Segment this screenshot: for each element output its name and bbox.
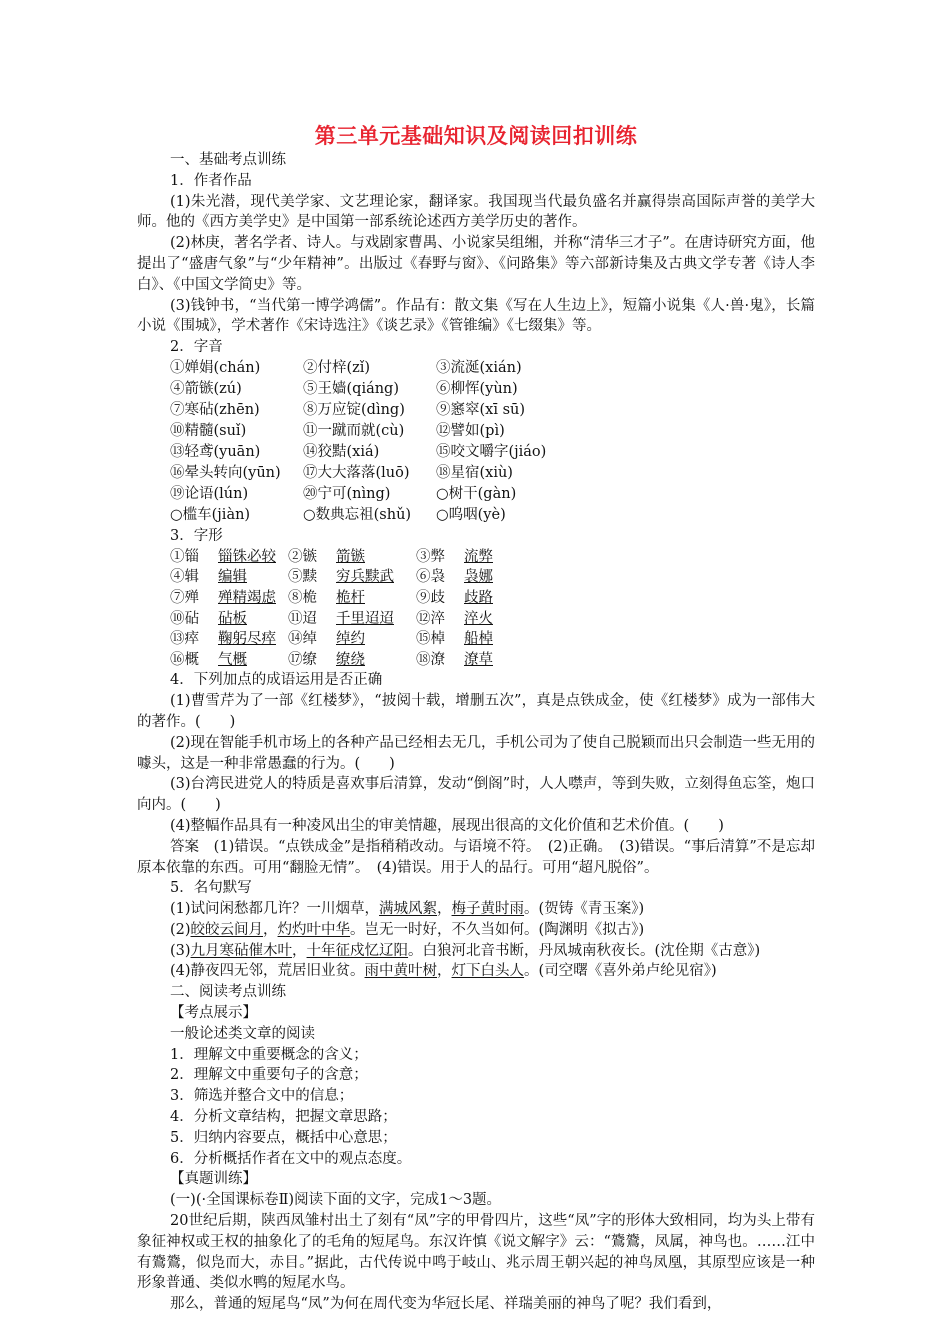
recitation-answer: 灼灼叶中华: [277, 921, 351, 938]
glyph-char: ⑮棹: [416, 631, 445, 648]
author-lin-geng: (2)林庚，著名学者、诗人。与戏剧家曹禺、小说家吴组缃，并称“清华三才子”。在唐诗研究方面，他提出了“盛唐气象”与“少年精神”。出版过《春野与窗》、《问路集》等六部新诗集及古典文学专著《诗人李白》、《中国文学简史》等。: [137, 235, 815, 293]
pron-item: ⑱星宿(xiù): [436, 464, 513, 481]
reading-paragraph-2: 那么，普通的短尾鸟“凤”为何在周代变为华冠长尾、祥瑞美丽的神鸟了呢？我们看到，: [170, 1296, 722, 1313]
glyph-word: 淬火: [464, 610, 493, 627]
recitation-4: [137, 961, 815, 982]
recitation-1: [137, 899, 815, 920]
idiom-question-3: (3)台湾民进党人的特质是喜欢事后清算，发动“倒阁”时，人人噤声，等到失败，立刻得鱼忘筌，炮口向内。( ): [137, 776, 815, 814]
glyph-word: 千里迢迢: [336, 610, 394, 627]
glyph-word: 殚精竭虑: [218, 589, 276, 606]
glyph-word: 船棹: [464, 631, 493, 648]
point-item: 2．理解文中重要句子的含意；: [170, 1067, 368, 1084]
pron-item: ⑬轻鸢(yuān): [170, 443, 261, 460]
glyph-word: 气概: [218, 651, 247, 668]
recitation-text: ，: [292, 942, 307, 959]
glyph-char: ③弊: [416, 548, 445, 565]
practice-intro: (一)(·全国课标卷Ⅱ)阅读下面的文字，完成1～3题。: [170, 1192, 502, 1209]
recitation-answer: 满城风絮: [379, 901, 438, 918]
pron-item: ⑯晕头转向(yūn): [170, 464, 281, 481]
point-item: 3．筛选并整合文中的信息；: [170, 1088, 354, 1105]
glyph-char: ⑥袅: [416, 569, 445, 586]
idiom-question-2: (2)现在智能手机市场上的各种产品已经相去无几，手机公司为了使自己脱颖而出只会制造一些无用的噱头，这是一种非常愚蠢的行为。( ): [137, 734, 815, 772]
glyph-char: ⑱潦: [416, 651, 445, 668]
subheading-practice: 【真题训练】: [170, 1171, 257, 1188]
point-item: 1．理解文中重要概念的含义；: [170, 1046, 368, 1063]
recitation-text: 。(贺铸《青玉案》): [524, 901, 645, 918]
recitation-answer: 九月寒砧催木叶: [190, 942, 293, 959]
pron-item: ⑫譬如(pì): [436, 422, 505, 439]
recitation-text: 。(司空曙《喜外弟卢纶见宿》): [524, 963, 717, 980]
subheading-recitation: 5．名句默写: [170, 880, 252, 897]
pronunciation-list: [137, 358, 815, 526]
glyph-word: 编辑: [218, 569, 247, 586]
recitation-2: [137, 920, 815, 941]
glyph-word: 流弊: [464, 548, 493, 565]
glyph-word: 箭镞: [336, 548, 365, 565]
recitation-text: 。白狼河北音书断，丹凤城南秋夜长。(沈佺期《古意》): [408, 942, 761, 959]
pron-item: ⑮咬文嚼字(jiáo): [436, 443, 547, 460]
glyph-char: ⑫淬: [416, 610, 445, 627]
recitation-text: (3): [170, 942, 191, 959]
point-item: 5．归纳内容要点，概括中心意思；: [170, 1129, 397, 1146]
point-item: 6．分析概括作者在文中的观点态度。: [170, 1150, 412, 1167]
glyph-char: ⑤黩: [288, 569, 317, 586]
section-heading-basics: 一、基础考点训练: [170, 152, 286, 168]
recitation-text: (4)静夜四无邻，荒居旧业贫。: [170, 963, 365, 980]
glyph-char: ⑩砧: [170, 610, 199, 627]
recitation-text: ，: [263, 921, 278, 938]
point-item: 4．分析文章结构，把握文章思路；: [170, 1109, 397, 1126]
subheading-pronunciation: 2．字音: [170, 339, 223, 356]
glyph-list: [137, 547, 815, 671]
recitation-text: ，: [437, 901, 452, 918]
glyph-char: ⑧桅: [288, 589, 317, 606]
reading-paragraph-1: 20世纪后期，陕西凤雏村出土了刻有“凤”字的甲骨四片，这些“凤”字的形体大致相同，均为头上带有象征神权或王权的抽象化了的毛角的短尾鸟。东汉许慎《说文解字》云：“鷟鷟，凤属，神鸟也。……江中有鷟鷟，似凫而大，赤目。”据此，古代传说中鸣于岐山、兆示周王朝兴起的神鸟凤凰，其原型应该是一种形象普通、类似水鸭的短尾水鸟。: [137, 1213, 815, 1292]
pron-item: ⑧万应锭(dìng): [303, 401, 405, 418]
idiom-question-1: (1)曹雪芹为了一部《红楼梦》，“披阅十载，增删五次”，真是点铁成金，使《红楼梦》成为一部伟大的著作。( ): [137, 693, 815, 730]
pron-item: ⑭狡黠(xiá): [303, 443, 380, 460]
recitation-text: ，: [437, 963, 452, 980]
recitation-answer: 梅子黄时雨: [451, 901, 525, 918]
pron-item: ○数典忘祖(shǔ): [303, 506, 412, 523]
glyph-char: ⑰缭: [288, 651, 317, 668]
idiom-answer: 答案 (1)错误。“点铁成金”是指稍稍改动。与语境不符。 (2)正确。 (3)错误。“事后清算”不是忘却原本依靠的东西。可用“翻脸无情”。 (4)错误。用于人的品行。可用“超凡脱俗”。: [137, 838, 815, 876]
recitation-text: (2): [170, 921, 191, 938]
glyph-char: ⑪迢: [288, 610, 317, 627]
glyph-word: 潦草: [464, 651, 493, 668]
glyph-word: 歧路: [464, 589, 493, 606]
pron-item: ⑲论语(lún): [170, 485, 249, 502]
glyph-char: ⑨歧: [416, 589, 445, 606]
glyph-char: ⑬瘁: [170, 631, 199, 648]
author-qian-zhongshu: (3)钱钟书，“当代第一博学鸿儒”。作品有：散文集《写在人生边上》，短篇小说集《人·兽·鬼》，长篇小说《围城》，学术著作《宋诗选注》《谈艺录》《管锥编》《七缀集》等。: [137, 297, 815, 335]
idiom-question-4: (4)整幅作品具有一种凌风出尘的审美情趣，展现出很高的文化价值和艺术价值。( ): [170, 817, 724, 834]
glyph-word: 鞠躬尽瘁: [218, 631, 276, 648]
pron-item: ⑦寒砧(zhēn): [170, 401, 260, 418]
glyph-word: 袅娜: [464, 569, 493, 586]
document-page: [137, 122, 815, 1315]
glyph-word: 穷兵黩武: [336, 569, 394, 586]
recitation-answer: 皎皎云间月: [190, 921, 264, 938]
pron-item: ○槛车(jiàn): [170, 506, 251, 523]
glyph-word: 桅杆: [336, 589, 365, 606]
section-heading-reading: 二、阅读考点训练: [170, 984, 286, 1001]
pron-item: ①婵娟(chán): [170, 359, 261, 376]
recitation-answer: 雨中黄叶树: [364, 963, 438, 980]
pron-item: ⑰大大落落(luō): [303, 464, 410, 481]
glyph-word: 缭绕: [336, 651, 365, 668]
glyph-char: ⑭绰: [288, 631, 317, 648]
glyph-word: 绰约: [336, 631, 365, 648]
glyph-char: ①锱: [170, 548, 199, 565]
subheading-points: 【考点展示】: [170, 1005, 257, 1022]
recitation-text: 。岂无一时好，不久当如何。(陶渊明《拟古》): [350, 921, 645, 938]
recitation-answer: 十年征戍忆辽阳: [306, 942, 409, 959]
pron-item: ○树干(gàn): [436, 485, 517, 502]
pron-item: ③流涎(xián): [436, 359, 522, 376]
author-zhu-guangqian: (1)朱光潜，现代美学家、文艺理论家，翻译家。我国现当代最负盛名并赢得崇高国际声誉的美学大师。他的《西方美学史》是中国第一部系统论述西方美学历史的著作。: [137, 193, 815, 231]
pron-item: ⑩精髓(suǐ): [170, 422, 247, 439]
pron-item: ⑪一蹴而就(cù): [303, 422, 405, 439]
glyph-char: ④辑: [170, 569, 199, 586]
subheading-glyphs: 3．字形: [170, 527, 223, 544]
glyph-char: ②镞: [288, 548, 317, 565]
glyph-char: ⑦殚: [170, 589, 199, 606]
pron-item: ②付梓(zǐ): [303, 359, 371, 376]
recitation-text: (1)试问闲愁都几许？一川烟草，: [170, 901, 380, 918]
page-title: 第三单元基础知识及阅读回扣训练: [314, 123, 638, 148]
pron-item: ⑥柳恽(yùn): [436, 380, 518, 397]
pron-item: ④箭镞(zú): [170, 380, 242, 397]
subheading-idioms: 4．下列加点的成语运用是否正确: [170, 672, 383, 689]
recitation-3: [137, 941, 815, 962]
subheading-authors: 1．作者作品: [170, 172, 252, 189]
pron-item: ⑤王嫱(qiáng): [303, 380, 399, 397]
pron-item: ○呜咽(yè): [436, 506, 506, 523]
glyph-char: ⑯概: [170, 651, 199, 668]
glyph-word: 锱铢必较: [218, 548, 276, 565]
points-subtitle: 一般论述类文章的阅读: [170, 1025, 315, 1042]
glyph-word: 砧板: [218, 610, 247, 627]
recitation-answer: 灯下白头人: [451, 963, 525, 980]
pron-item: ⑳宁可(nìng): [303, 485, 391, 502]
pron-item: ⑨窸窣(xī sū): [436, 401, 526, 418]
